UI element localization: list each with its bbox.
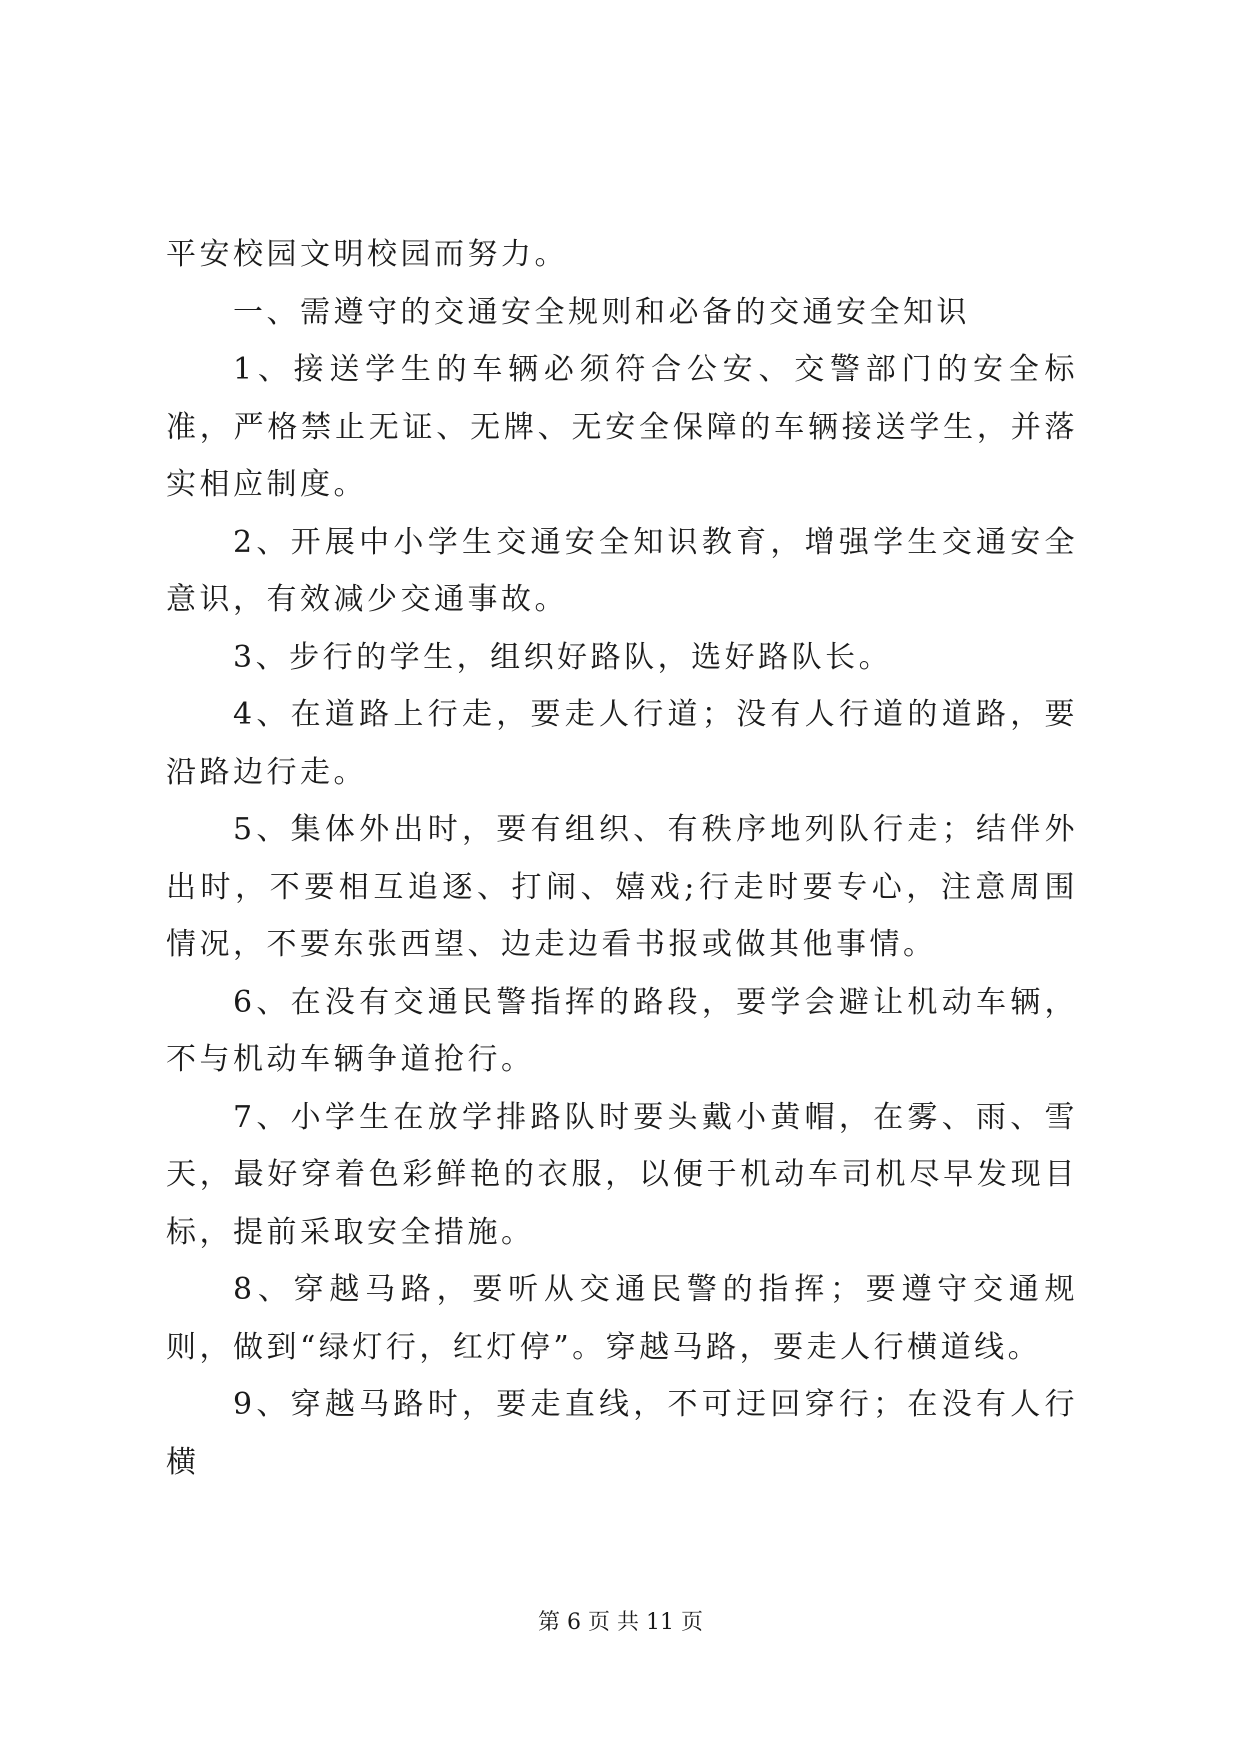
rule-item-8: 8、穿越马路，要听从交通民警的指挥；要遵守交通规则，做到“绿灯行，红灯停”。穿越马路，要走人行横道线。: [166, 1272, 1078, 1365]
paragraph-continuation: 平安校园文明校园而努力。: [166, 237, 568, 272]
rule-item-4: 4、在道路上行走，要走人行道；没有人行道的道路，要沿路边行走。: [166, 697, 1078, 790]
rule-item-7: 7、小学生在放学排路队时要头戴小黄帽，在雾、雨、雪天，最好穿着色彩鲜艳的衣服，以便于机动车司机尽早发现目标，提前采取安全措施。: [166, 1099, 1078, 1250]
rule-item-9: 9、穿越马路时，要走直线，不可迂回穿行；在没有人行横: [166, 1387, 1078, 1480]
rule-item-2: 2、开展中小学生交通安全知识教育，增强学生交通安全意识，有效减少交通事故。: [166, 524, 1078, 617]
rule-item-3: 3、步行的学生，组织好路队，选好路队长。: [233, 639, 893, 675]
section-heading: 一、需遵守的交通安全规则和必备的交通安全知识: [233, 294, 970, 330]
rule-item-1: 1、接送学生的车辆必须符合公安、交警部门的安全标准，严格禁止无证、无牌、无安全保障的车辆接送学生，并落实相应制度。: [166, 352, 1078, 502]
rule-item-6: 6、在没有交通民警指挥的路段，要学会避让机动车辆，不与机动车辆争道抢行。: [166, 984, 1078, 1077]
document-body: [166, 226, 1078, 1491]
page-number-footer: 第 6 页 共 11 页: [538, 1610, 703, 1635]
rule-item-5: 5、集体外出时，要有组织、有秩序地列队行走；结伴外出时，不要相互追逐、打闹、嬉戏;行走时要专心，注意周围情况，不要东张西望、边走边看书报或做其他事情。: [166, 812, 1078, 962]
